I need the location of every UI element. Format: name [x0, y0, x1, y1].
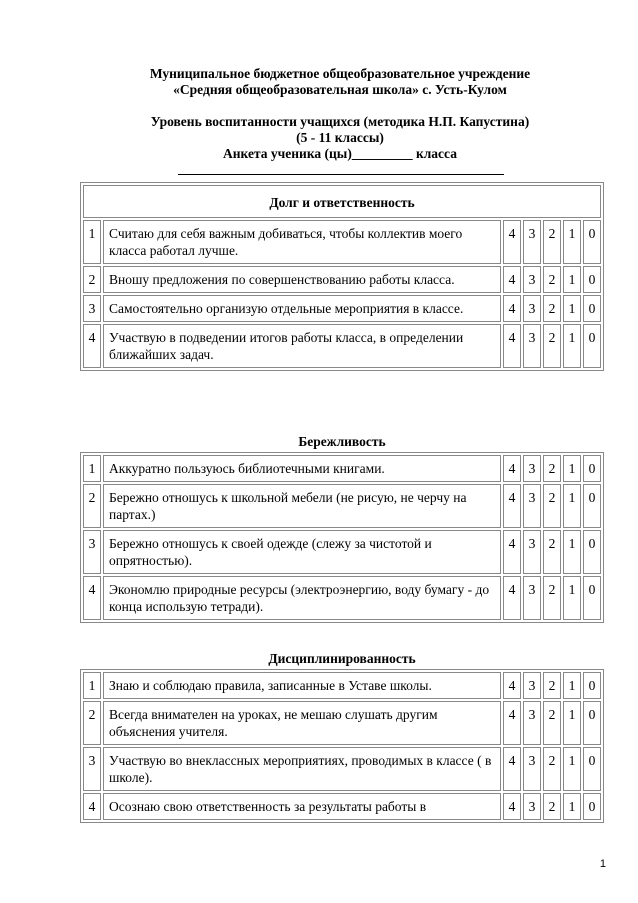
- question-row: [83, 455, 601, 482]
- question-number: 3: [83, 747, 101, 791]
- score-option[interactable]: 4: [503, 701, 521, 745]
- score-option[interactable]: 1: [563, 295, 581, 322]
- question-row: [83, 747, 601, 791]
- score-option[interactable]: 1: [563, 530, 581, 574]
- score-option[interactable]: 0: [583, 576, 601, 620]
- section-discipline-table: [80, 669, 604, 823]
- question-number: 3: [83, 530, 101, 574]
- section-thrift-table: [80, 452, 604, 623]
- score-option[interactable]: 1: [563, 747, 581, 791]
- question-text: Осознаю свою ответственность за результаты работы в: [103, 793, 501, 820]
- score-option[interactable]: 4: [503, 220, 521, 264]
- score-option[interactable]: 0: [583, 747, 601, 791]
- score-option[interactable]: 1: [563, 701, 581, 745]
- question-text: Бережно отношусь к своей одежде (слежу за чистотой и опрятностью).: [103, 530, 501, 574]
- section-duty-table: [80, 182, 604, 371]
- score-option[interactable]: 3: [523, 266, 541, 293]
- question-row: [83, 484, 601, 528]
- score-option[interactable]: 2: [543, 701, 561, 745]
- score-option[interactable]: 2: [543, 324, 561, 368]
- question-row: [83, 701, 601, 745]
- question-number: 1: [83, 220, 101, 264]
- question-number: 3: [83, 295, 101, 322]
- school-name-line1: Муниципальное бюджетное общеобразовательное учреждение: [149, 66, 531, 81]
- section-title: Долг и ответственность: [83, 185, 601, 218]
- question-number: 1: [83, 455, 101, 482]
- score-option[interactable]: 3: [523, 701, 541, 745]
- score-option[interactable]: 0: [583, 530, 601, 574]
- score-option[interactable]: 1: [563, 324, 581, 368]
- score-option[interactable]: 2: [543, 484, 561, 528]
- score-option[interactable]: 2: [543, 220, 561, 264]
- document-header: [80, 66, 600, 162]
- question-text: Всегда внимателен на уроках, не мешаю слушать другим объяснения учителя.: [103, 701, 501, 745]
- score-option[interactable]: 0: [583, 793, 601, 820]
- score-option[interactable]: 4: [503, 576, 521, 620]
- score-option[interactable]: 0: [583, 266, 601, 293]
- score-option[interactable]: 4: [503, 672, 521, 699]
- score-option[interactable]: 3: [523, 672, 541, 699]
- score-option[interactable]: 0: [583, 484, 601, 528]
- question-number: 4: [83, 793, 101, 820]
- score-option[interactable]: 4: [503, 455, 521, 482]
- score-option[interactable]: 4: [503, 295, 521, 322]
- question-row: [83, 793, 601, 820]
- question-row: [83, 220, 601, 264]
- score-option[interactable]: 4: [503, 484, 521, 528]
- score-option[interactable]: 2: [543, 793, 561, 820]
- question-text: Аккуратно пользуюсь библиотечными книгами.: [103, 455, 501, 482]
- question-row: [83, 576, 601, 620]
- question-row: [83, 295, 601, 322]
- score-option[interactable]: 2: [543, 295, 561, 322]
- score-option[interactable]: 3: [523, 324, 541, 368]
- question-row: [83, 266, 601, 293]
- question-number: 1: [83, 672, 101, 699]
- score-option[interactable]: 2: [543, 530, 561, 574]
- page-number: 1: [599, 858, 606, 870]
- score-option[interactable]: 1: [563, 576, 581, 620]
- score-option[interactable]: 1: [563, 220, 581, 264]
- score-option[interactable]: 3: [523, 793, 541, 820]
- score-option[interactable]: 3: [523, 484, 541, 528]
- score-option[interactable]: 4: [503, 324, 521, 368]
- score-option[interactable]: 3: [523, 295, 541, 322]
- score-option[interactable]: 1: [563, 266, 581, 293]
- score-option[interactable]: 0: [583, 455, 601, 482]
- score-option[interactable]: 1: [563, 484, 581, 528]
- question-text: Считаю для себя важным добиваться, чтобы коллектив моего класса работал лучше.: [103, 220, 501, 264]
- score-option[interactable]: 1: [563, 672, 581, 699]
- score-option[interactable]: 2: [543, 576, 561, 620]
- score-option[interactable]: 3: [523, 220, 541, 264]
- score-option[interactable]: 1: [563, 455, 581, 482]
- score-option[interactable]: 1: [563, 793, 581, 820]
- question-number: 2: [83, 701, 101, 745]
- score-option[interactable]: 2: [543, 672, 561, 699]
- score-option[interactable]: 4: [503, 530, 521, 574]
- divider: [178, 174, 504, 175]
- question-number: 2: [83, 266, 101, 293]
- question-text: Бережно отношусь к школьной мебели (не рисую, не черчу на партах.): [103, 484, 501, 528]
- score-option[interactable]: 3: [523, 576, 541, 620]
- score-option[interactable]: 0: [583, 295, 601, 322]
- score-option[interactable]: 2: [543, 455, 561, 482]
- question-text: Знаю и соблюдаю правила, записанные в Уставе школы.: [103, 672, 501, 699]
- question-row: [83, 672, 601, 699]
- question-text: Участвую в подведении итогов работы класса, в определении ближайших задач.: [103, 324, 501, 368]
- score-option[interactable]: 2: [543, 266, 561, 293]
- question-text: Самостоятельно организую отдельные мероприятия в классе.: [103, 295, 501, 322]
- score-option[interactable]: 4: [503, 747, 521, 791]
- question-number: 4: [83, 576, 101, 620]
- score-option[interactable]: 4: [503, 266, 521, 293]
- score-option[interactable]: 0: [583, 220, 601, 264]
- school-name-line2: «Средняя общеобразовательная школа» с. Усть-Кулом: [173, 82, 507, 97]
- question-row: [83, 530, 601, 574]
- score-option[interactable]: 4: [503, 793, 521, 820]
- question-number: 4: [83, 324, 101, 368]
- score-option[interactable]: 2: [543, 747, 561, 791]
- score-option[interactable]: 3: [523, 747, 541, 791]
- question-row: [83, 324, 601, 368]
- question-number: 2: [83, 484, 101, 528]
- question-text: Вношу предложения по совершенствованию работы класса.: [103, 266, 501, 293]
- grade-range: (5 - 11 классы): [296, 130, 384, 145]
- section-title: Бережливость: [298, 434, 386, 449]
- student-form-line: Анкета ученика (цы)_________ класса: [223, 146, 457, 161]
- score-option[interactable]: 0: [583, 672, 601, 699]
- score-option[interactable]: 0: [583, 324, 601, 368]
- question-text: Экономлю природные ресурсы (электроэнергию, воду бумагу - до конца использую тетради).: [103, 576, 501, 620]
- survey-title: Уровень воспитанности учащихся (методика Н.П. Капустина): [150, 114, 530, 129]
- question-text: Участвую во внеклассных мероприятиях, проводимых в классе ( в школе).: [103, 747, 501, 791]
- section-title: Дисциплинированность: [268, 651, 416, 666]
- score-option[interactable]: 3: [523, 530, 541, 574]
- score-option[interactable]: 3: [523, 455, 541, 482]
- score-option[interactable]: 0: [583, 701, 601, 745]
